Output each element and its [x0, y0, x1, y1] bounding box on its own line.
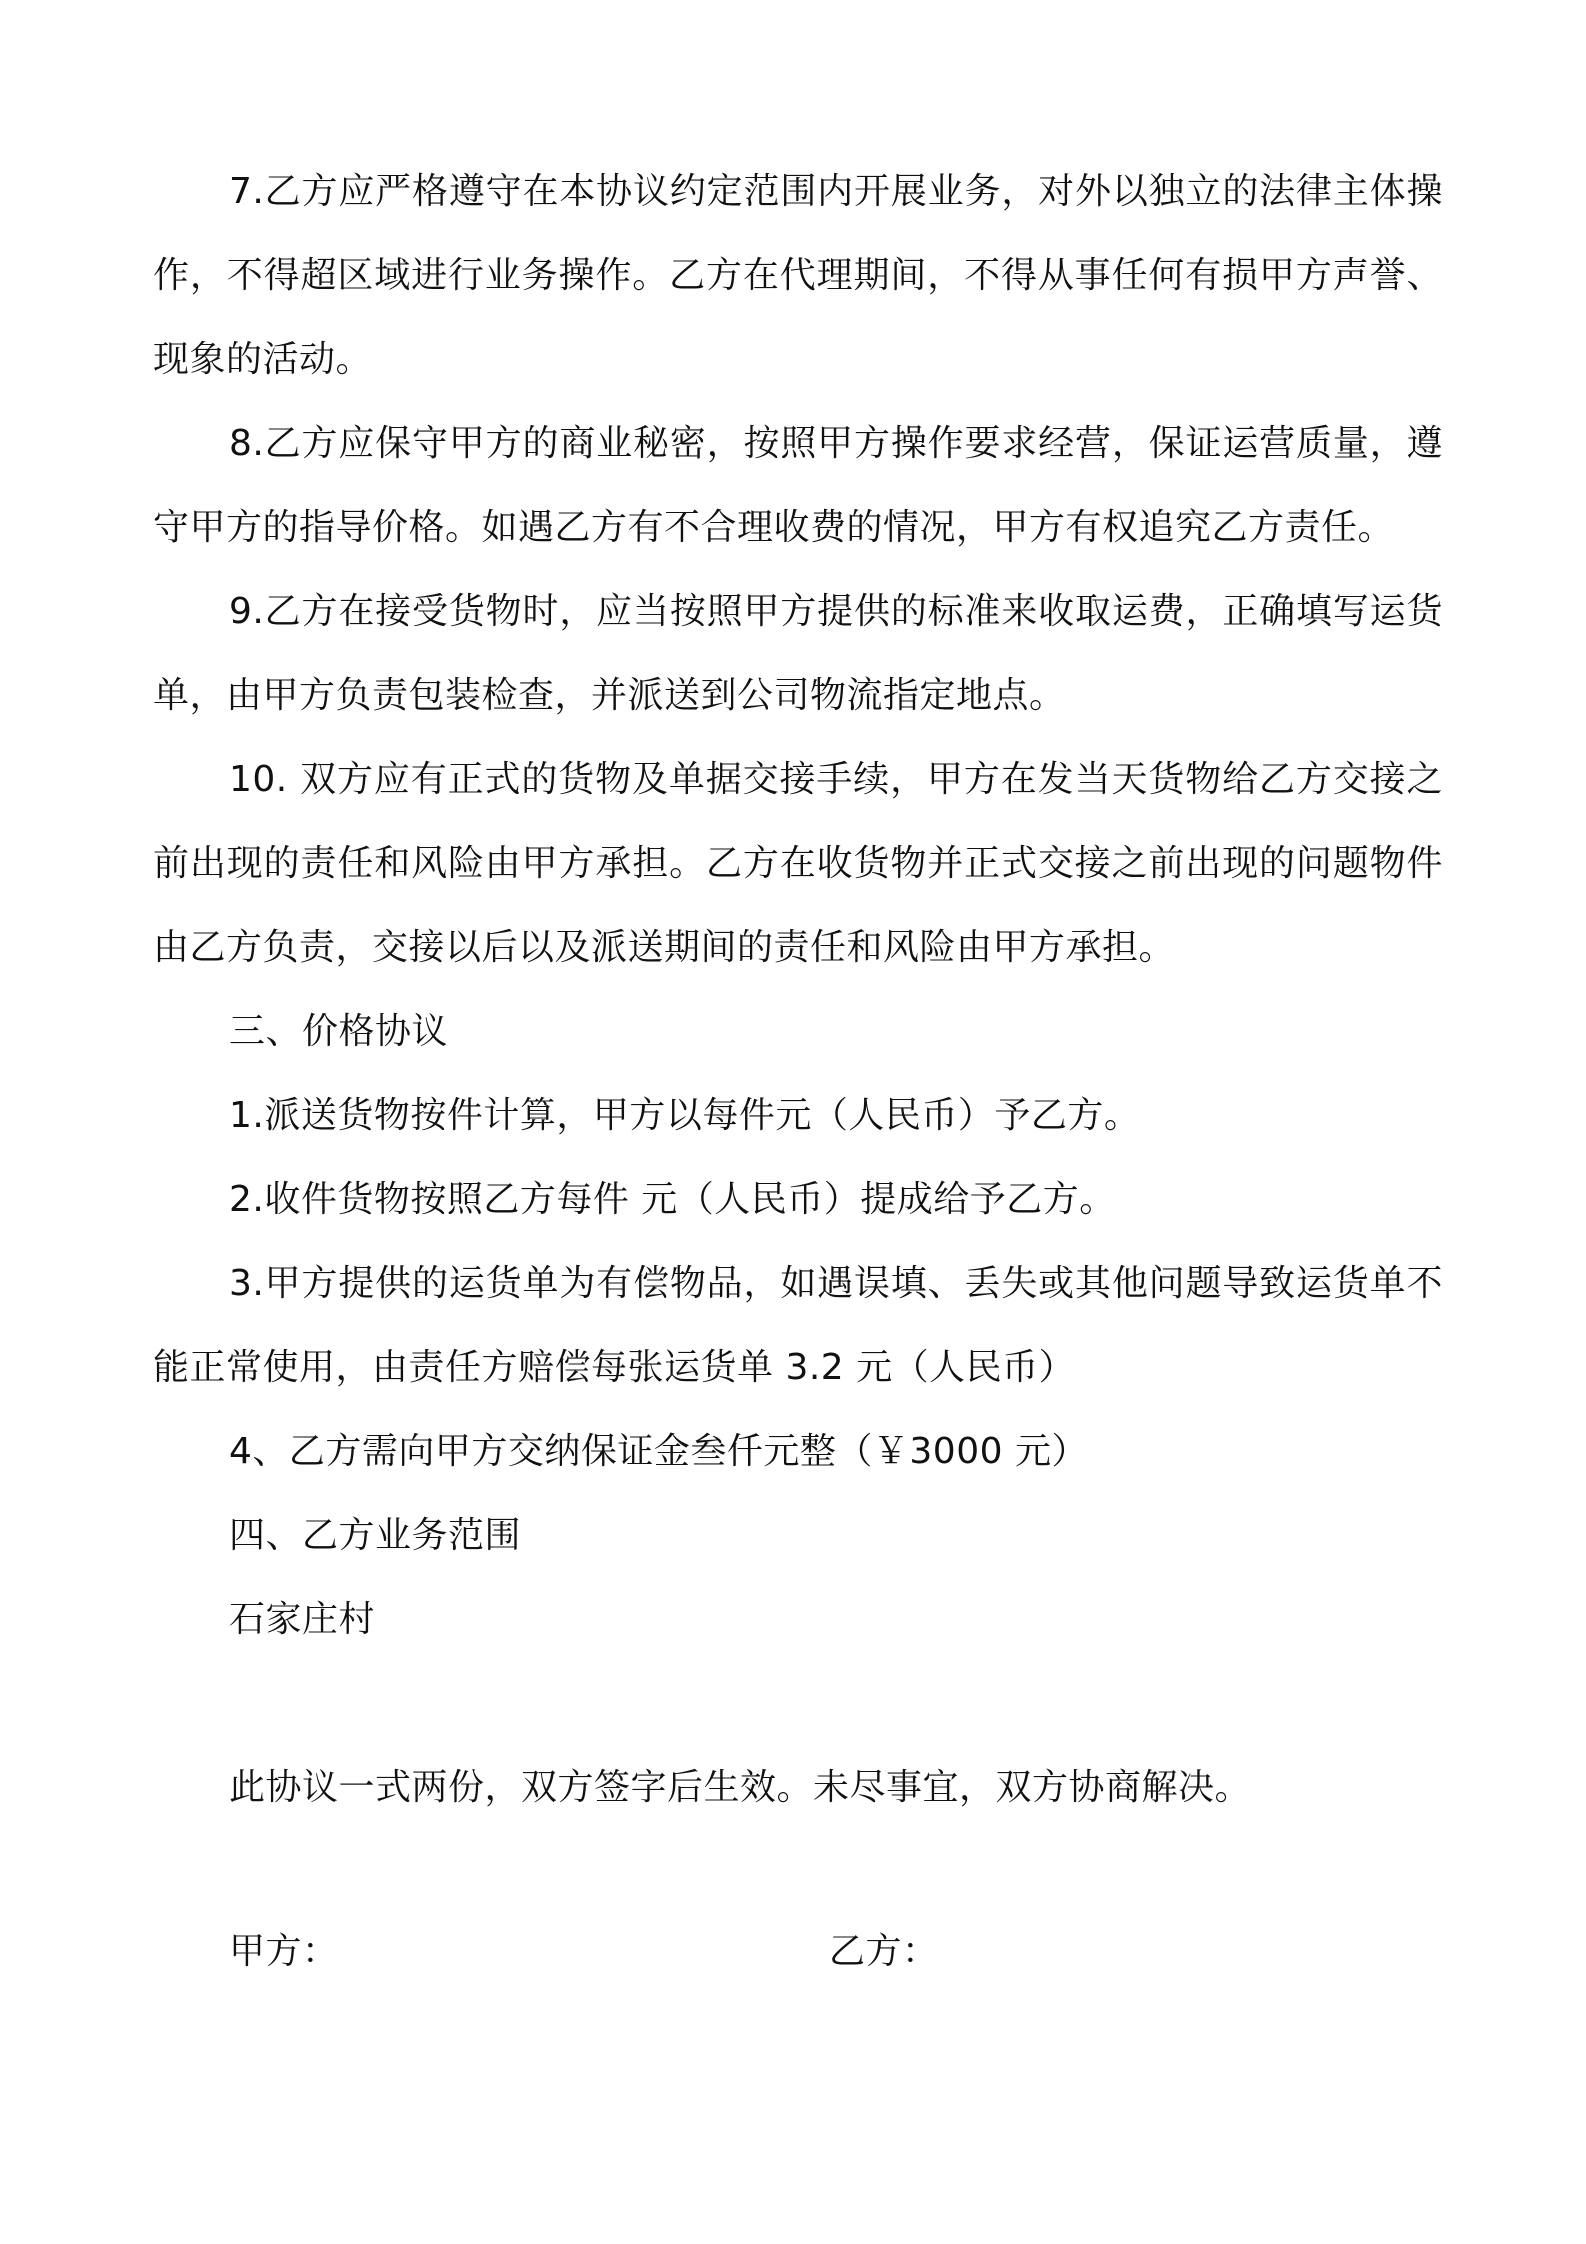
business-scope: 石家庄村 [229, 1599, 376, 1640]
clause-7: 7.乙方应严格遵守在本协议约定范围内开展业务，对外以独立的法律主体操作，不得超区域进行业务操作。乙方在代理期间，不得从事任何有损甲方声誉、现象的活动。 [153, 171, 1443, 380]
signature-block [229, 1910, 1429, 1994]
section-3-heading: 三、价格协议 [229, 1011, 449, 1052]
signature-party-b: 乙方： [829, 1931, 939, 1972]
section-4-heading: 四、乙方业务范围 [229, 1515, 522, 1556]
document-body [153, 150, 1443, 1830]
closing-statement: 此协议一式两份，双方签字后生效。未尽事宜，双方协商解决。 [229, 1767, 1252, 1808]
clause-8: 8.乙方应保守甲方的商业秘密，按照甲方操作要求经营，保证运营质量，遵守甲方的指导价格。如遇乙方有不合理收费的情况，甲方有权追究乙方责任。 [153, 423, 1443, 548]
price-item-3: 3.甲方提供的运货单为有偿物品，如遇误填、丢失或其他问题导致运货单不能正常使用，由责任方赔偿每张运货单 3.2 元（人民币） [153, 1263, 1443, 1388]
price-item-4: 4、乙方需向甲方交纳保证金叁仟元整（￥3000 元） [229, 1431, 1088, 1472]
clause-10: 10. 双方应有正式的货物及单据交接手续，甲方在发当天货物给乙方交接之前出现的责任和风险由甲方承担。乙方在收货物并正式交接之前出现的问题物件由乙方负责，交接以后以及派送期间的责任和风险由甲方承担。 [153, 759, 1443, 968]
price-item-1: 1.派送货物按件计算，甲方以每件元（人民币）予乙方。 [229, 1095, 1141, 1136]
price-item-2: 2.收件货物按照乙方每件 元（人民币）提成给予乙方。 [229, 1179, 1116, 1220]
signature-party-a: 甲方： [229, 1931, 339, 1972]
clause-9: 9.乙方在接受货物时，应当按照甲方提供的标准来收取运费，正确填写运货单，由甲方负责包装检查，并派送到公司物流指定地点。 [153, 591, 1443, 716]
spacer [153, 1662, 1443, 1746]
